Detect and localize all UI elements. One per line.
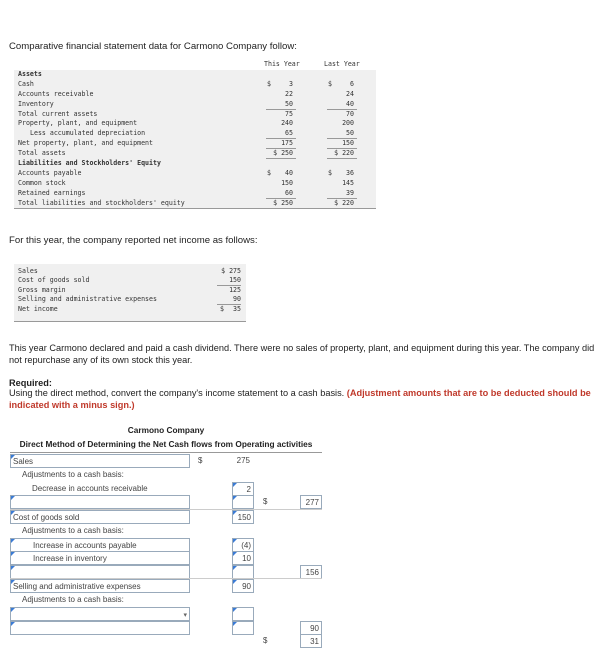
amount-col2-value: 277 xyxy=(305,498,319,507)
intro-text: Comparative financial statement data for Carmono Company follow: xyxy=(9,41,297,52)
bs-row xyxy=(14,129,376,139)
bs-value-last: 40 xyxy=(346,99,354,108)
currency-col2: $ xyxy=(263,497,268,506)
is-row xyxy=(14,276,246,285)
col-last-year: Last Year xyxy=(324,60,360,68)
is-row-value: 125 xyxy=(229,285,241,294)
worksheet-label-cell xyxy=(10,634,188,646)
is-row-label: Cost of goods sold xyxy=(18,276,90,285)
bs-value-this: 40 xyxy=(285,168,293,177)
worksheet-row xyxy=(10,482,322,495)
bs-row xyxy=(14,159,376,169)
worksheet-label-cell[interactable] xyxy=(10,607,190,621)
worksheet-row xyxy=(10,607,322,620)
bs-row-label: Net property, plant, and equipment xyxy=(18,139,153,148)
worksheet-label: Decrease in accounts receivable xyxy=(32,484,148,493)
is-row xyxy=(14,295,246,304)
bs-value-this: 3 xyxy=(289,79,293,88)
worksheet-row xyxy=(10,510,322,523)
is-row-label: Net income xyxy=(18,304,58,313)
bs-row-label: Assets xyxy=(18,70,42,78)
amount-input-col1[interactable] xyxy=(232,579,254,593)
amount-input-col1[interactable] xyxy=(232,510,254,524)
amount-col2-value: 31 xyxy=(310,637,319,646)
balance-sheet-table xyxy=(14,70,376,209)
worksheet-row xyxy=(10,495,322,508)
bs-row xyxy=(14,70,376,80)
bs-row xyxy=(14,90,376,100)
dividend-note: This year Carmono declared and paid a cash dividend. There were no sales of property, plant, and equipment during this year. The company did not repurchase any of its own stock this year. xyxy=(9,343,595,365)
bs-row-label: Accounts payable xyxy=(18,168,82,177)
bs-value-this: 50 xyxy=(285,99,293,108)
is-row xyxy=(14,267,246,276)
worksheet-label-cell[interactable] xyxy=(10,551,190,565)
dropdown-arrow-icon[interactable]: ▾ xyxy=(183,612,187,619)
is-row-value: 90 xyxy=(233,295,241,304)
amount-input-col2[interactable] xyxy=(300,495,322,509)
amount-col2-value: 156 xyxy=(305,568,319,577)
worksheet-row xyxy=(10,524,322,537)
bs-currency-this: $ xyxy=(267,79,271,88)
bs-value-last: 39 xyxy=(346,188,354,197)
bs-row-label: Cash xyxy=(18,79,34,88)
is-currency: $ xyxy=(220,304,224,313)
worksheet-title: Direct Method of Determining the Net Cash flows from Operating activities xyxy=(19,439,313,449)
worksheet-label-cell xyxy=(10,468,188,480)
amount-input-col1[interactable] xyxy=(232,538,254,552)
bs-row xyxy=(14,139,376,149)
title-divider xyxy=(10,452,322,453)
bs-value-this: 65 xyxy=(285,129,293,138)
worksheet-row xyxy=(10,454,322,467)
bs-row-label: Common stock xyxy=(18,178,66,187)
is-row-value: $ 275 xyxy=(221,267,241,275)
worksheet-company: Carmono Company xyxy=(127,425,205,435)
income-intro-text: For this year, the company reported net income as follows: xyxy=(9,235,258,246)
worksheet-label-cell xyxy=(10,482,188,494)
bs-value-this: 22 xyxy=(285,89,293,98)
worksheet-label: Adjustments to a cash basis: xyxy=(22,526,124,535)
bs-row-label: Accounts receivable xyxy=(18,89,94,98)
bs-value-this: 75 xyxy=(285,109,293,118)
worksheet-row xyxy=(10,593,322,606)
required-title: Required: xyxy=(9,378,52,388)
bs-value-last: 150 xyxy=(342,139,354,148)
amount-col1-value: 275 xyxy=(236,456,250,465)
col-this-year: This Year xyxy=(264,60,300,68)
amount-input-col2[interactable] xyxy=(300,634,322,648)
is-row xyxy=(14,286,246,295)
amount-input-col1[interactable] xyxy=(232,551,254,565)
bs-row xyxy=(14,179,376,189)
bs-currency-this: $ xyxy=(267,168,271,177)
bs-value-last: $ 220 xyxy=(334,149,354,158)
is-row-value: 35 xyxy=(233,304,241,313)
worksheet-row xyxy=(10,551,322,564)
bs-row-label: Liabilities and Stockholders' Equity xyxy=(18,159,161,168)
bs-currency-last: $ xyxy=(328,168,332,177)
worksheet-label: Selling and administrative expenses xyxy=(13,582,141,591)
bs-row xyxy=(14,149,376,159)
amount-col2-value: 90 xyxy=(310,624,319,633)
bs-value-this: $ 250 xyxy=(273,149,293,158)
worksheet-label-cell[interactable] xyxy=(10,565,190,579)
bs-value-last: $ 220 xyxy=(334,198,354,207)
is-row-value: 150 xyxy=(229,276,241,285)
bs-row-label: Total current assets xyxy=(18,109,98,118)
amount-input-col1[interactable] xyxy=(232,607,254,621)
worksheet-label: Increase in accounts payable xyxy=(33,541,137,550)
bs-row-label: Less accumulated depreciation xyxy=(30,129,146,138)
worksheet-label-cell xyxy=(10,593,188,605)
bs-value-last: 6 xyxy=(350,79,354,88)
bs-value-last: 50 xyxy=(346,129,354,138)
bs-value-last: 24 xyxy=(346,89,354,98)
is-row-label: Selling and administrative expenses xyxy=(18,295,157,304)
bs-row xyxy=(14,80,376,90)
required-instructions xyxy=(9,388,604,411)
bs-value-this: 150 xyxy=(281,178,293,187)
bs-row xyxy=(14,110,376,120)
bs-value-last: 145 xyxy=(342,178,354,187)
bs-value-this: $ 250 xyxy=(273,198,293,207)
worksheet-label-cell[interactable] xyxy=(10,454,190,468)
bs-row-label: Total liabilities and stockholders' equity xyxy=(18,198,185,207)
worksheet-row xyxy=(10,468,322,481)
bs-row xyxy=(14,199,376,209)
amount-input-col1[interactable] xyxy=(232,565,254,579)
bs-row-label: Retained earnings xyxy=(18,188,86,197)
worksheet-label-cell xyxy=(10,524,188,536)
worksheet-row xyxy=(10,634,322,647)
worksheet-label: Sales xyxy=(13,457,34,466)
bs-value-last: 36 xyxy=(346,168,354,177)
amount-input-col1[interactable] xyxy=(232,621,254,635)
bs-row-label: Inventory xyxy=(18,99,54,108)
worksheet-label-cell[interactable] xyxy=(10,579,190,593)
amount-input-col2[interactable] xyxy=(300,565,322,579)
bs-value-last: 200 xyxy=(342,119,354,128)
bs-row-label: Total assets xyxy=(18,149,66,158)
worksheet-row xyxy=(10,565,322,578)
worksheet-label: Adjustments to a cash basis: xyxy=(22,595,124,604)
worksheet-label-cell[interactable] xyxy=(10,495,190,509)
bs-value-this: 60 xyxy=(285,188,293,197)
worksheet-label: Adjustments to a cash basis: xyxy=(22,470,124,479)
is-row-label: Sales xyxy=(18,267,38,275)
amount-input-col1[interactable] xyxy=(232,495,254,509)
is-row xyxy=(14,305,246,314)
worksheet-label: Increase in inventory xyxy=(33,554,107,563)
bs-currency-last: $ xyxy=(328,79,332,88)
amount-input-col1[interactable] xyxy=(232,454,252,466)
currency-col1: $ xyxy=(198,456,203,465)
bs-value-last: 70 xyxy=(346,109,354,118)
bs-row xyxy=(14,100,376,110)
worksheet-label: Cost of goods sold xyxy=(13,513,80,522)
currency-col2: $ xyxy=(263,636,268,645)
amount-col1-value: (4) xyxy=(241,541,251,550)
is-row-label: Gross margin xyxy=(18,285,66,294)
amount-col1-value: 10 xyxy=(242,554,251,563)
worksheet-label-cell[interactable] xyxy=(10,621,190,635)
bs-value-this: 240 xyxy=(281,119,293,128)
worksheet-label-cell[interactable] xyxy=(10,538,190,552)
amount-input-col2[interactable] xyxy=(300,621,322,635)
worksheet-row xyxy=(10,579,322,592)
bs-value-this: 175 xyxy=(281,139,293,148)
bs-row-label: Property, plant, and equipment xyxy=(18,119,138,128)
bs-row xyxy=(14,169,376,179)
bs-row xyxy=(14,119,376,129)
worksheet-row xyxy=(10,621,322,634)
amount-col1-value: 2 xyxy=(246,485,251,494)
worksheet-row xyxy=(10,538,322,551)
required-note: (Adjustment amounts that are to be deducted should be indicated with a minus sign.) xyxy=(9,388,591,410)
required-text: Using the direct method, convert the company's income statement to a cash basis. xyxy=(9,388,345,398)
amount-col1-value: 150 xyxy=(237,513,251,522)
bs-row xyxy=(14,189,376,199)
amount-col1-value: 90 xyxy=(242,582,251,591)
income-statement-table xyxy=(14,264,246,322)
worksheet-label-cell[interactable] xyxy=(10,510,190,524)
amount-input-col1[interactable] xyxy=(232,482,254,496)
